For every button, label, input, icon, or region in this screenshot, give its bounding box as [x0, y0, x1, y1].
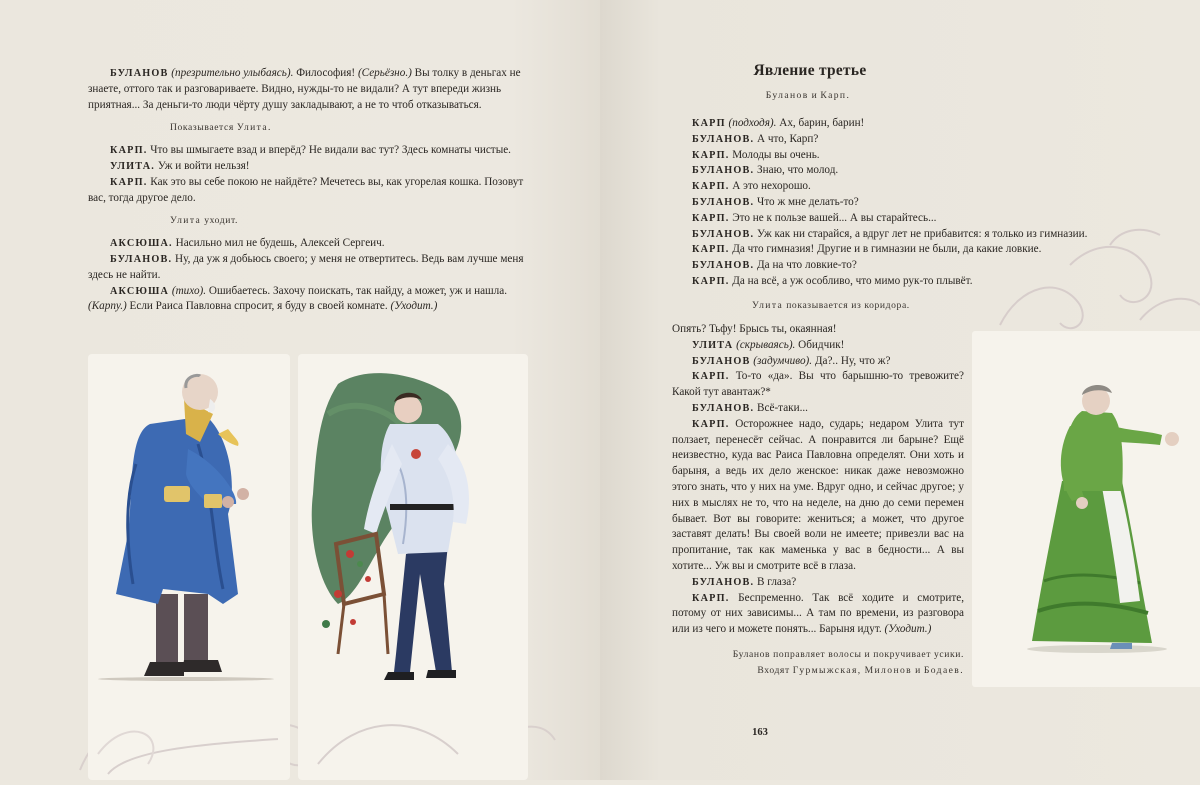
replica-text: Беспременно. Так всё ходите и смотрите, потому от них зависимы... А там по времени, из разговора или из чего и можете понять... Барыня идут. — [672, 591, 964, 636]
replica-text: Молоды вы очень. — [729, 148, 820, 161]
replica-text: Философия! — [293, 67, 358, 79]
replica-text: То-то «да». Вы что барышню-то тревожите? Какой тут авантаж?* — [672, 370, 964, 399]
stage-text: . — [268, 122, 272, 134]
illustration-karp-panel — [88, 354, 290, 780]
speaker-name: БУЛАНОВ — [692, 355, 751, 367]
replica-text: Всё-таки... — [754, 401, 808, 414]
replica — [88, 236, 530, 252]
replica — [672, 258, 1104, 274]
replica — [672, 179, 1104, 195]
replica-text: Знаю, что молод. — [754, 164, 839, 177]
replica-text: А что, Карп? — [754, 132, 819, 145]
replica-text: А это нехорошо. — [729, 180, 811, 193]
replica — [88, 66, 530, 113]
right-text-block-narrow — [672, 322, 964, 679]
replica-text: Насильно мил не будешь, Алексей Сергеич. — [172, 237, 385, 250]
stage-text: уходит. — [204, 215, 239, 227]
stage-direction: (Уходит.) — [390, 300, 438, 313]
replica-text: Вы толку в деньгах не знаете, оттого так и разговариваете. Видно, нужды-то не видали? А тут впереди жизнь приятная... За деньги-то люди чёрту душу закладывают, а не то чтоб отказываться. — [88, 67, 521, 111]
stage-direction: (Серьёзно.) — [357, 67, 412, 79]
replica-text: Уж и войти нельзя! — [155, 159, 250, 172]
character-name: Улита — [752, 299, 784, 311]
speaker-name: КАРП. — [692, 181, 730, 193]
stage-direction-line — [170, 120, 530, 136]
stage-entrance — [672, 663, 964, 679]
replica-text: Как это вы себе покою не найдёте? Мечетесь вы, как угорелая кошка. Позовут вас, тогда другое дело. — [88, 175, 524, 204]
character-name: Буланов — [765, 90, 809, 101]
stage-text: Показывается — [170, 122, 234, 134]
replica — [672, 227, 1104, 243]
replica-text: Уж как ни старайся, а вдруг лет не прибавится: я только из гимназии. — [754, 227, 1088, 240]
stage-direction-line — [752, 298, 1104, 314]
replica — [672, 242, 1104, 258]
speaker-name: АКСЮША. — [110, 238, 173, 250]
replica — [88, 284, 530, 316]
scene-title: Явление третье — [753, 62, 867, 79]
illustration-karp — [88, 354, 290, 780]
stage-direction: (Уходит.) — [884, 623, 932, 636]
replica-text: Ах, барин, барин! — [776, 117, 865, 129]
replica — [88, 159, 530, 175]
stage-direction: (тихо). — [171, 284, 207, 297]
illustration-ulita-panel — [972, 331, 1200, 687]
speaker-name: БУЛАНОВ. — [692, 165, 755, 177]
illustration-bulanov-panel — [298, 354, 528, 780]
speaker-name: БУЛАНОВ. — [692, 228, 755, 240]
speaker-name: УЛИТА — [692, 339, 734, 351]
right-text-block — [672, 116, 1104, 324]
stage-text: Буланов поправляет волосы и покручивает усики. — [732, 648, 964, 660]
speaker-name: БУЛАНОВ. — [692, 196, 755, 208]
replica — [672, 195, 1104, 211]
replica — [672, 116, 1104, 132]
illustration-bulanov — [298, 354, 528, 780]
speaker-name: УЛИТА. — [110, 160, 156, 172]
speaker-name: КАРП. — [692, 244, 730, 256]
replica — [672, 163, 1104, 179]
replica — [672, 354, 964, 370]
replica — [672, 338, 964, 354]
stage-text: и — [811, 90, 818, 101]
replica-text: Осторожнее надо, сударь; недаром Улита тут ползает, перенесёт сейчас. А понравится ли барыне? Ещё неизвестно, куда вас Раиса Павловна определят. Они хоть и барыня, а ведь их дело женское: никак даже невозможно этого знать, что у них на уме. Вдруг одно, и сейчас другое; у них в мыслях не то, что на неделе, на дню до семи перемен бывает. Вот вы говорите: жениться; а может, что другое заставят делать! Вы своей воли не имеете; привезли вас на пропитание, так как маменька у вас в бедности... А вы хотите... Уж вы и смотрите всё в глаза. — [672, 417, 964, 572]
stage-direction: (скрываясь). — [736, 338, 796, 351]
replica — [672, 132, 1104, 148]
replica-text: Это не к пользе вашей... А вы старайтесь... — [729, 211, 937, 224]
character-name: Улита — [236, 122, 269, 134]
replica-text: Да что гимназия! Другие и в гимназии не были, да какие ловкие. — [729, 243, 1042, 256]
character-name: Бодаев. — [923, 664, 964, 676]
character-name: Милонов — [864, 664, 913, 676]
stage-direction: (Карпу.) — [88, 300, 127, 313]
speaker-name: КАРП. — [110, 145, 148, 157]
replica-text: Да на что ловкие-то? — [754, 259, 857, 272]
speaker-name: БУЛАНОВ. — [692, 133, 755, 145]
stage-direction-line — [170, 213, 530, 229]
replica-text: Ну, да уж я добьюсь своего; у меня не отвертитесь. Ведь вам лучше меня здесь не найти. — [88, 252, 524, 281]
left-page — [0, 0, 600, 780]
character-name: Карп. — [820, 90, 851, 101]
speaker-name: КАРП. — [692, 371, 730, 383]
speaker-name: КАРП. — [692, 149, 730, 161]
replica — [672, 148, 1104, 164]
replica — [88, 252, 530, 284]
speaker-name: КАРП. — [692, 212, 730, 224]
replica — [672, 274, 1104, 290]
speaker-name: БУЛАНОВ — [110, 68, 169, 79]
replica — [672, 575, 964, 591]
speaker-name: БУЛАНОВ. — [692, 260, 755, 272]
speaker-name: КАРП. — [692, 275, 730, 287]
speaker-name: КАРП — [692, 118, 726, 129]
speaker-name: БУЛАНОВ. — [692, 402, 755, 414]
stage-direction-end — [672, 647, 964, 679]
replica-text: Если Раиса Павловна спросит, я буду в своей комнате. — [126, 300, 391, 313]
replica-text: Ошибаетесь. Захочу поискать, так найду, а может, уж и нашла. — [206, 284, 508, 297]
replica-text: Что вы шмыгаете взад и вперёд? Не видали вас тут? Здесь комнаты чистые. — [147, 144, 511, 157]
stage-direction: (задумчиво). — [753, 354, 813, 367]
replica — [672, 417, 964, 575]
replica-text: Обидчик! — [795, 338, 845, 351]
illustration-ulita — [972, 331, 1200, 687]
replica — [672, 369, 964, 401]
speaker-name: КАРП. — [692, 592, 730, 604]
replica-text: В глаза? — [754, 575, 797, 588]
page-number: 163 — [752, 727, 768, 738]
replica-text: Да?.. Ну, что ж? — [812, 354, 891, 367]
character-name: Гурмыжская, — [792, 664, 862, 676]
replica — [672, 401, 964, 417]
replica-text: Да на всё, а уж особливо, что мимо рук-то плывёт. — [729, 274, 973, 287]
scene-characters — [738, 90, 878, 101]
speaker-name: БУЛАНОВ. — [110, 253, 173, 265]
character-name: Улита — [170, 215, 202, 227]
stage-text: Входят — [757, 664, 790, 676]
stage-text: и — [915, 664, 921, 676]
replica — [672, 211, 1104, 227]
replica — [88, 175, 530, 207]
replica-text: Что ж мне делать-то? — [754, 195, 859, 208]
speaker-name: БУЛАНОВ. — [692, 576, 755, 588]
replica-text: Опять? Тьфу! Брысь ты, окаянная! — [672, 323, 837, 335]
replica — [88, 143, 530, 159]
speaker-name: АКСЮША — [110, 285, 170, 297]
replica — [672, 591, 964, 638]
speaker-name: КАРП. — [692, 418, 730, 430]
left-text-block — [88, 66, 530, 315]
stage-text: показывается из коридора. — [786, 299, 910, 311]
stage-direction: (презрительно улыбаясь). — [171, 67, 294, 79]
speaker-name: КАРП. — [110, 176, 148, 188]
stage-direction: (подходя). — [728, 117, 777, 129]
